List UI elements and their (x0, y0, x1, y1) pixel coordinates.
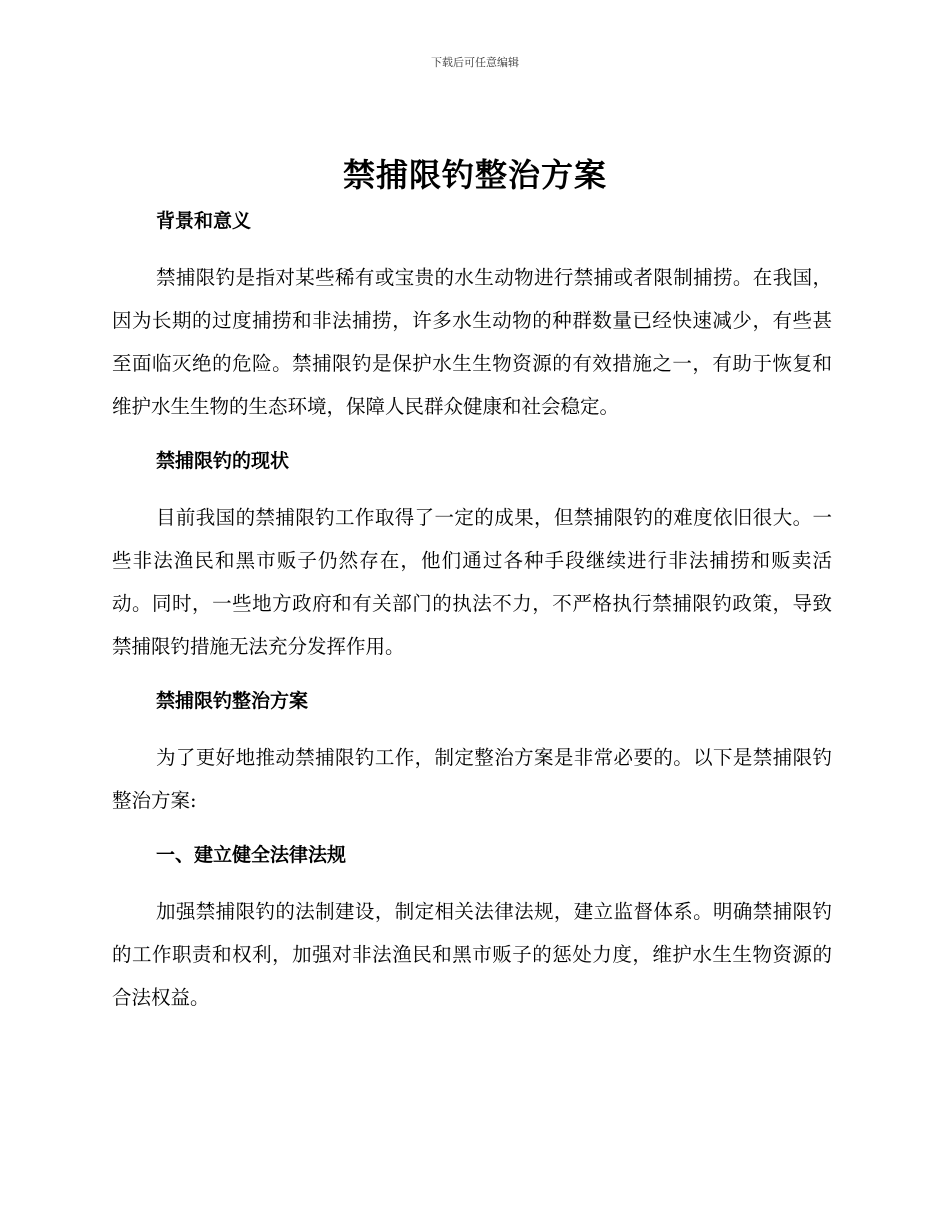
section-paragraph-status: 目前我国的禁捕限钓工作取得了一定的成果，但禁捕限钓的难度依旧很大。一些非法渔民和黑市贩子仍然存在，他们通过各种手段继续进行非法捕捞和贩卖活动。同时，一些地方政府和有关部门的执法不力，不严格执行禁捕限钓政策，导致禁捕限钓措施无法充分发挥作用。 (112, 506, 832, 658)
section-heading-background: 背景和意义 (156, 210, 252, 232)
section-paragraph-plan: 为了更好地推动禁捕限钓工作，制定整治方案是非常必要的。以下是禁捕限钓整治方案: (112, 746, 832, 812)
document-title: 禁捕限钓整治方案 (342, 156, 607, 194)
section-heading-legal: 一、建立健全法律法规 (156, 844, 347, 866)
page-header-note: 下载后可任意编辑 (431, 56, 519, 69)
section-paragraph-legal: 加强禁捕限钓的法制建设，制定相关法律法规，建立监督体系。明确禁捕限钓的工作职责和权利，加强对非法渔民和黑市贩子的惩处力度，维护水生生物资源的合法权益。 (112, 900, 832, 1009)
document-body (112, 200, 832, 1019)
section-heading-plan: 禁捕限钓整治方案 (156, 690, 309, 712)
section-paragraph-background: 禁捕限钓是指对某些稀有或宝贵的水生动物进行禁捕或者限制捕捞。在我国，因为长期的过度捕捞和非法捕捞，许多水生动物的种群数量已经快速减少，有些甚至面临灭绝的危险。禁捕限钓是保护水生生物资源的有效措施之一，有助于恢复和维护水生生物的生态环境，保障人民群众健康和社会稳定。 (112, 266, 832, 418)
section-heading-status: 禁捕限钓的现状 (156, 450, 290, 472)
